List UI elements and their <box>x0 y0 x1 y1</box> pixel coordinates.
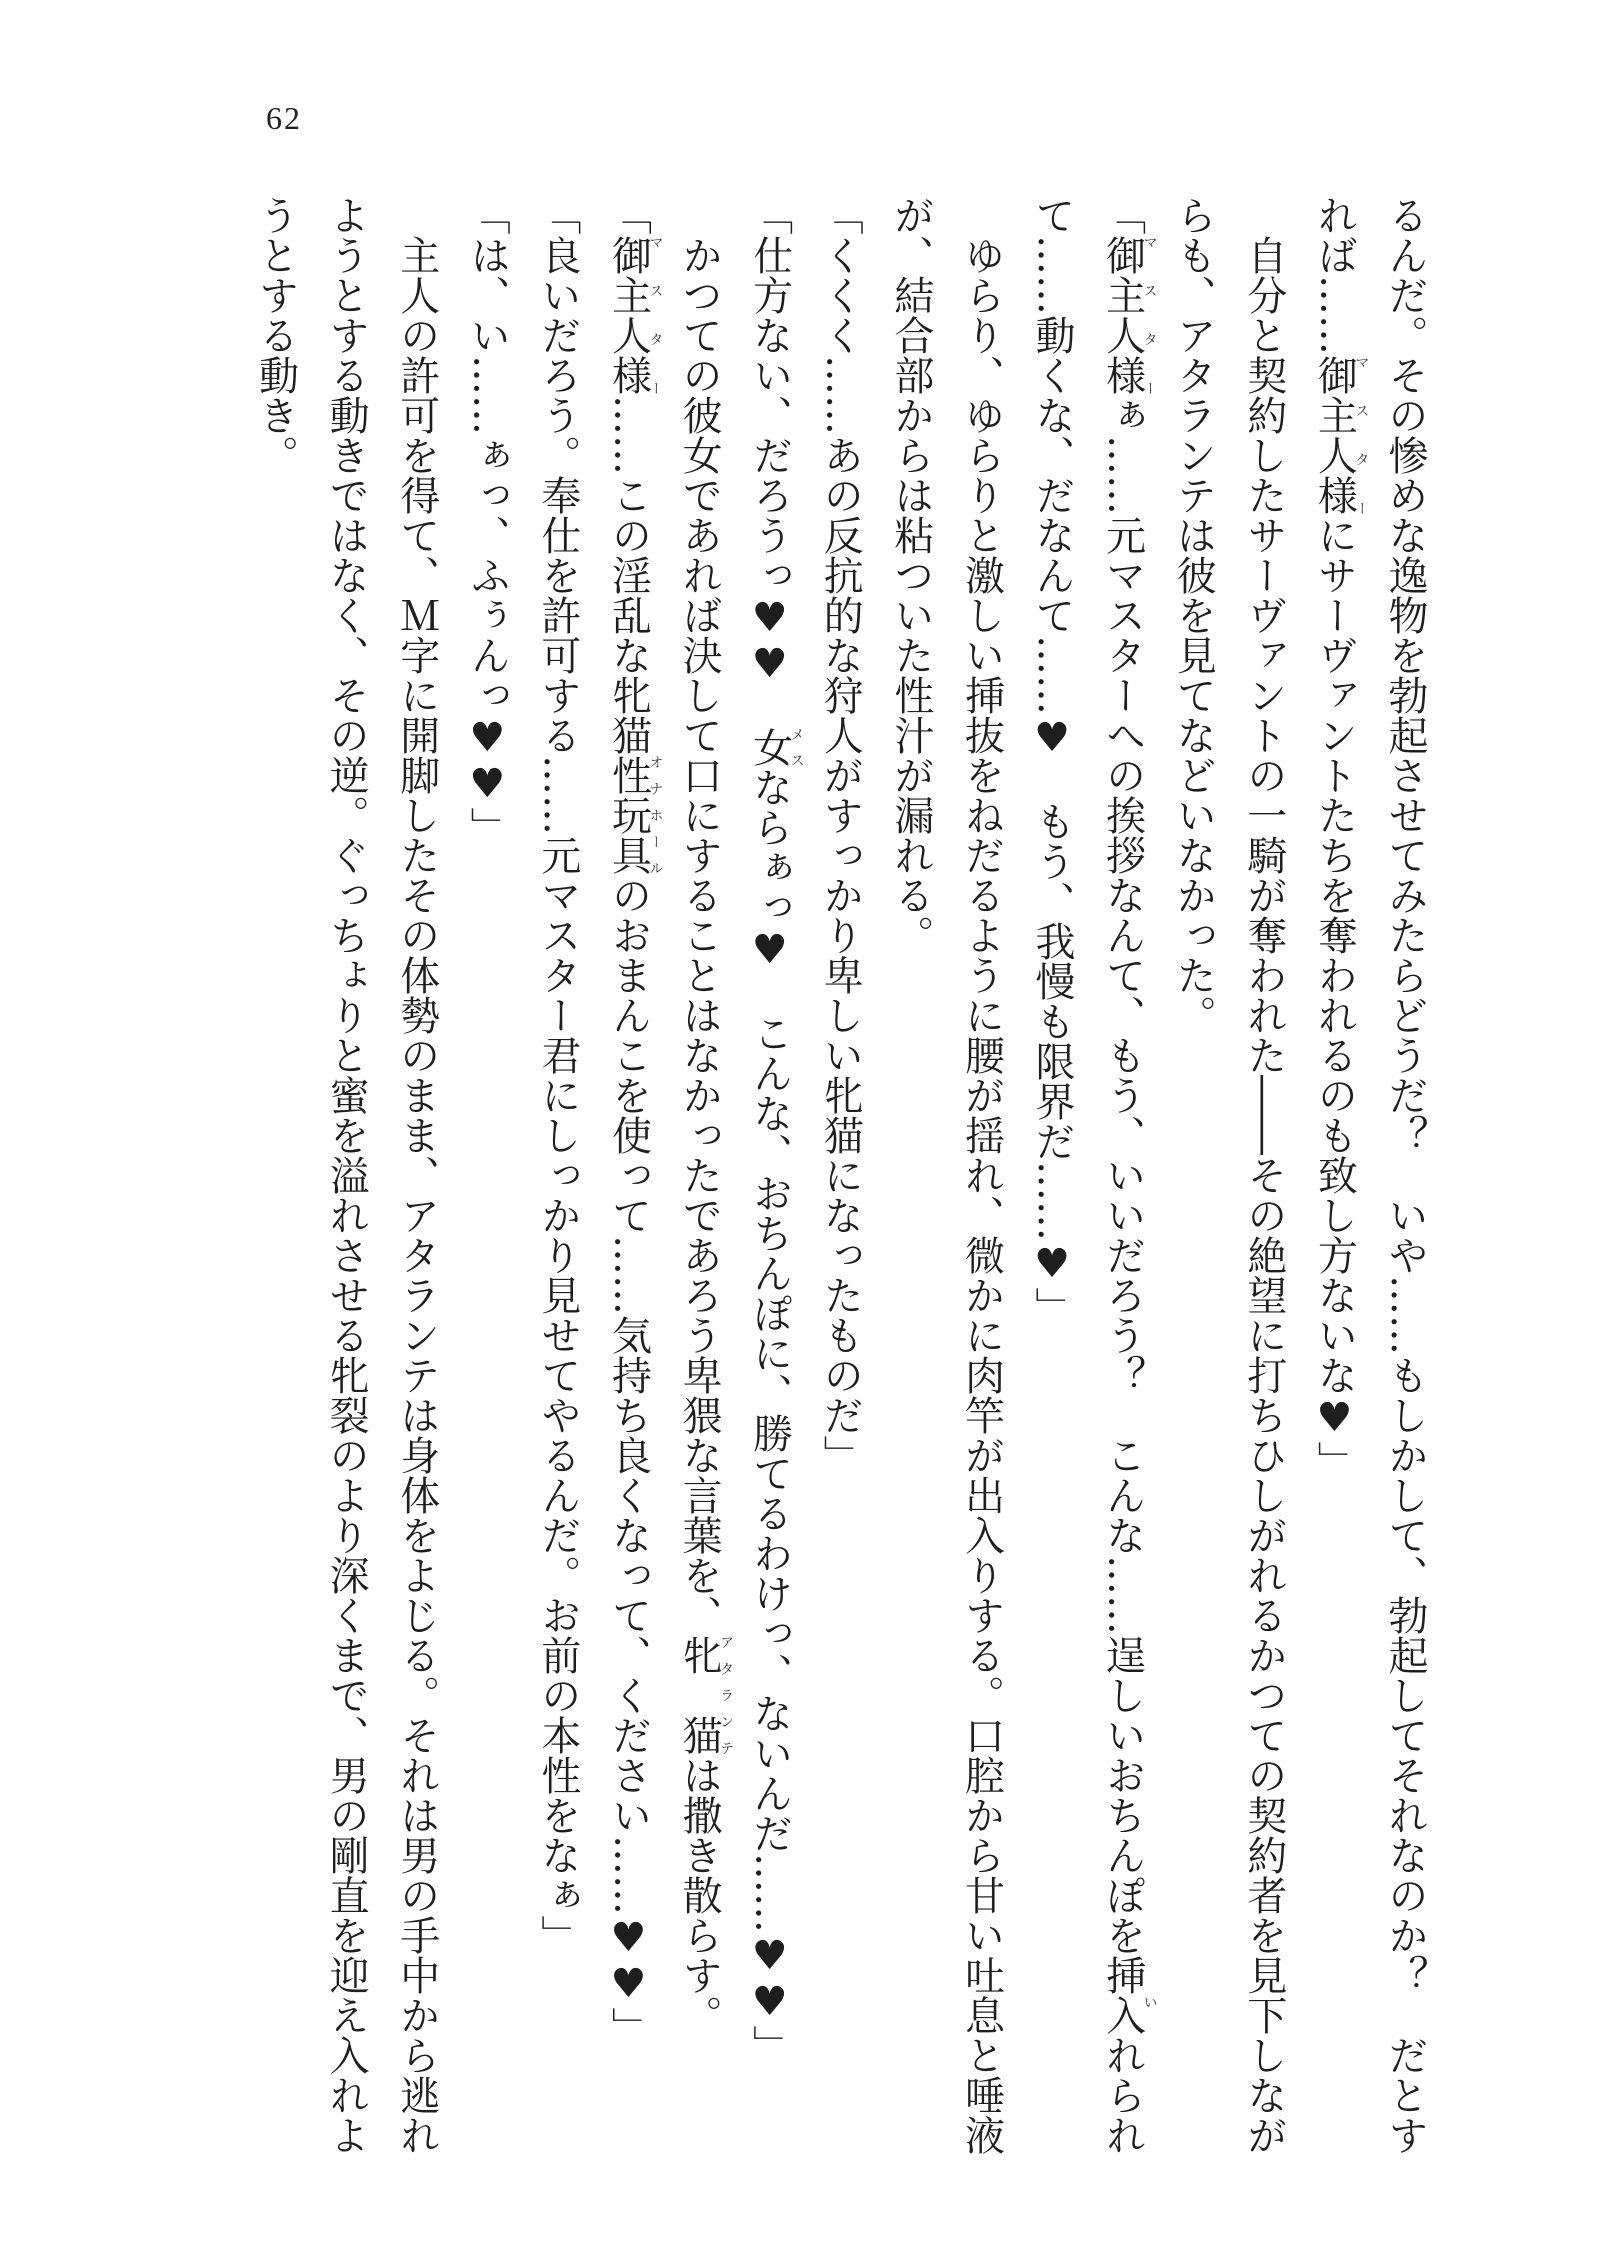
text-run: て……動くな、だなんて……♥ もう、我慢も限界だ……♥」 <box>1029 195 1076 1327</box>
ruby-base <box>605 755 664 875</box>
text-column <box>1228 195 1299 2165</box>
text-run: 「仕方ない、だろうっ♥♥ <box>746 195 793 727</box>
text-run: 自分と契約したサーヴァントの一騎が奪われた――その絶望に打ちひしがれるかつての契約者を見下しなが <box>1240 195 1287 2155</box>
ruby-annotation: マスター <box>647 235 664 395</box>
text-column <box>734 195 805 2165</box>
text-column <box>381 195 452 2165</box>
ruby-base-text: 御主人様 <box>1099 235 1146 395</box>
text-run: が、結合部からは粘ついた性汁が漏れる。 <box>887 195 934 955</box>
text-run: ぁ……元マスターへの挨拶なんて、もう、いいだろう？ こんな……逞しいおちんぽを挿 <box>1099 395 1146 1995</box>
text-run: ……この淫乱な牝猫 <box>605 395 652 755</box>
text-column <box>240 195 311 2165</box>
text-run: れば…… <box>1311 195 1358 355</box>
text-run: うとする動き。 <box>252 195 299 475</box>
text-run: 「は、い……ぁっ、ふぅんっ♥♥」 <box>464 195 511 847</box>
ruby-base <box>676 1635 735 1755</box>
text-run: かつての彼女であれば決して口にすることはなかったであろう卑猥な言葉を、 <box>676 195 723 1635</box>
text-column <box>663 195 734 2165</box>
ruby-base <box>1099 1995 1158 2035</box>
text-run: ようとする動きではなく、その逆。ぐっちょりと蜜を溢れさせる牝裂のより深くまで、男の剛直を迎え入れよ <box>323 195 370 2155</box>
ruby-base-text: 牝 猫 <box>676 1635 723 1755</box>
ruby-annotation: い <box>1141 1995 1158 2009</box>
ruby-base-text: 性玩具 <box>605 755 652 875</box>
text-column <box>522 195 593 2165</box>
ruby-base <box>746 727 805 767</box>
ruby-base <box>1311 355 1370 515</box>
ruby-base <box>1099 235 1158 395</box>
ruby-base <box>605 235 664 395</box>
text-run: れられ <box>1099 2035 1146 2155</box>
text-column <box>1299 195 1370 2165</box>
text-column <box>875 195 946 2165</box>
text-column <box>452 195 523 2165</box>
ruby-annotation: マスター <box>1353 355 1370 515</box>
text-column <box>1016 195 1087 2165</box>
text-run: は撒き散らす。 <box>676 1755 723 2035</box>
text-run: 「 <box>1099 195 1146 235</box>
text-run: るんだ。その惨めな逸物を勃起させてみたらどうだ？ いや……もしかして、勃起してそれなのか？ だとす <box>1382 195 1428 2155</box>
text-column <box>1087 195 1158 2165</box>
novel-body-text <box>240 195 1440 2165</box>
ruby-base-text: 入 <box>1099 1995 1146 2035</box>
ruby-annotation: オナホール <box>647 755 664 875</box>
ruby-annotation: メス <box>788 727 805 767</box>
text-run: ゆらり、ゆらりと激しい挿抜をねだるように腰が揺れ、微かに肉竿が出入りする。口腔から甘い吐息と唾液 <box>958 195 1005 2155</box>
page-number: 62 <box>266 100 302 136</box>
ruby-annotation: アタランテ <box>718 1635 735 1755</box>
text-column <box>593 195 664 2165</box>
text-run: 主人の許可を得て、Ｍ字に開脚したその体勢のまま、アタランテは身体をよじる。それは男の手中から逃れ <box>393 195 440 2155</box>
text-run: らも、アタランテは彼を見てなどいなかった。 <box>1170 195 1217 1035</box>
text-column <box>946 195 1017 2165</box>
text-run: 「くくく……あの反抗的な狩人がすっかり卑しい牝猫になったものだ」 <box>817 195 864 1475</box>
text-column <box>1158 195 1229 2165</box>
text-run: 「 <box>605 195 652 235</box>
text-run: のおまんこを使って……気持ち良くなって、ください……♥♥」 <box>605 875 652 2047</box>
text-column <box>805 195 876 2165</box>
ruby-base-text: 御主人様 <box>1311 355 1358 515</box>
text-column <box>1369 195 1440 2165</box>
text-column <box>311 195 382 2165</box>
text-run: ならぁっ♥ こんな、おちんぽに、勝てるわけっ、ないんだ……♥♥」 <box>746 767 793 2065</box>
text-run: 「良いだろう。奉仕を許可する……元マスター君にしっかり見せてやるんだ。お前の本性をなぁ」 <box>534 195 581 1955</box>
text-run: にサーヴァントたちを奪われるのも致し方ないな♥」 <box>1311 515 1358 1481</box>
ruby-base-text: 女 <box>746 727 793 767</box>
ruby-annotation: マスター <box>1141 235 1158 395</box>
ruby-base-text: 御主人様 <box>605 235 652 395</box>
